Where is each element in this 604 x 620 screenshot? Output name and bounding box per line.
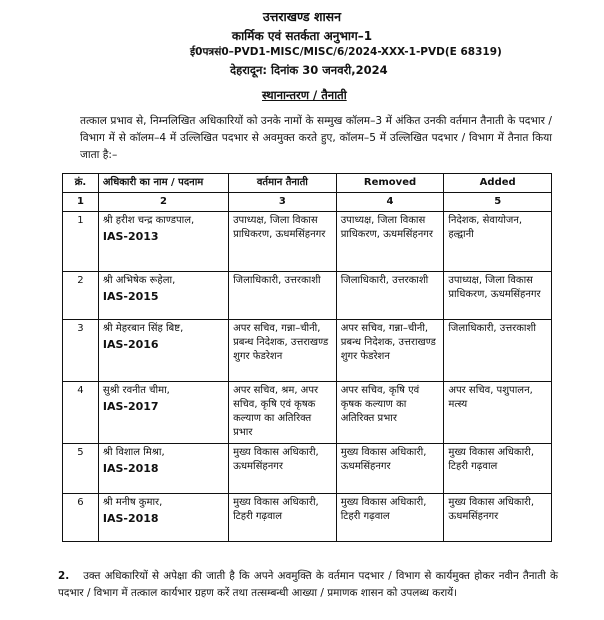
current-posting: उपाध्यक्ष, जिला विकास प्राधिकरण, ऊधमसिंहनगर [229, 212, 337, 272]
row-sn: 5 [63, 444, 99, 494]
officer-name: श्री विशाल मिश्रा, [102, 447, 165, 458]
file-number: ई0पत्रसं0–PVD1-MISC/MISC/6/2024-XXX-1-PVD(E 68319) [190, 46, 502, 58]
current-posting: अपर सचिव, गन्ना–चीनी, प्रबन्ध निदेशक, उत्तराखण्ड शुगर फेडरेशन [229, 320, 337, 382]
paragraph-number: 2. [58, 570, 70, 582]
officer-name: सुश्री रवनीत चीमा, [102, 385, 170, 396]
table-row [63, 494, 552, 542]
officer-cell [98, 212, 228, 272]
current-posting: अपर सचिव, श्रम, अपर सचिव, कृषि एवं कृषक कल्याण का अतिरिक्त प्रभार [229, 382, 337, 444]
row-sn: 3 [63, 320, 99, 382]
added-posting: उपाध्यक्ष, जिला विकास प्राधिकरण, ऊधमसिंहनगर [444, 272, 552, 320]
removed-posting: अपर सचिव, गन्ना–चीनी, प्रबन्ध निदेशक, उत्तराखण्ड शुगर फेडरेशन [336, 320, 444, 382]
removed-posting: मुख्य विकास अधिकारी, ऊधमसिंहनगर [336, 444, 444, 494]
header-current: वर्तमान तैनाती [229, 174, 337, 193]
header-added: Added [444, 174, 552, 193]
added-posting: मुख्य विकास अधिकारी, टिहरी गढ़वाल [444, 444, 552, 494]
current-posting: मुख्य विकास अधिकारी, ऊधमसिंहनगर [229, 444, 337, 494]
row-sn: 4 [63, 382, 99, 444]
current-posting: मुख्य विकास अधिकारी, टिहरी गढ़वाल [229, 494, 337, 542]
officer-cell [98, 444, 228, 494]
col-number: 1 [63, 193, 99, 212]
removed-posting: जिलाधिकारी, उत्तरकाशी [336, 272, 444, 320]
table-row [63, 444, 552, 494]
col-number: 3 [229, 193, 337, 212]
officer-cell [98, 494, 228, 542]
added-posting: निदेशक, सेवायोजन, हल्द्वानी [444, 212, 552, 272]
transfer-table [62, 173, 552, 542]
added-posting: अपर सचिव, पशुपालन, मत्स्य [444, 382, 552, 444]
intro-paragraph: तत्काल प्रभाव से, निम्नलिखित अधिकारियों को उनके नामों के सम्मुख कॉलम–3 में अंकित उनकी वर्तमान तैनाती के पदभार / विभाग में से कॉलम–4 में उल्लिखित पदभार से अवमुक्त करते हुए, कॉलम–5 में उल्लिखित पदभार / विभाग में तैनात किया जाता है:– [80, 115, 552, 161]
subject-heading: स्थानान्तरण / तैनाती [262, 88, 347, 102]
department-title: कार्मिक एवं सतर्कता अनुभाग–1 [231, 29, 373, 43]
table-row [63, 212, 552, 272]
column-number-row [63, 193, 552, 212]
officer-batch: IAS-2013 [102, 230, 159, 243]
removed-posting: उपाध्यक्ष, जिला विकास प्राधिकरण, ऊधमसिंहनगर [336, 212, 444, 272]
officer-batch: IAS-2018 [102, 462, 159, 475]
table-row [63, 320, 552, 382]
table-row [63, 382, 552, 444]
col-number: 5 [444, 193, 552, 212]
table-header-row [63, 174, 552, 193]
row-sn: 6 [63, 494, 99, 542]
closing-paragraph [58, 568, 558, 602]
officer-cell [98, 382, 228, 444]
officer-cell [98, 320, 228, 382]
officer-batch: IAS-2015 [102, 290, 159, 303]
col-number: 2 [98, 193, 228, 212]
officer-batch: IAS-2017 [102, 400, 159, 413]
closing-text: उक्त अधिकारियों से अपेक्षा की जाती है कि अपने अवमुक्ति के वर्तमान पदभार / विभाग से कार्यमुक्त होकर नवीन तैनाती के पदभार / विभाग में तत्काल कार्यभार ग्रहण करें तथा तत्सम्बन्धी आख्या / प्रमाणक शासन को उपलब्ध करायें। [58, 570, 558, 599]
header-officer: अधिकारी का नाम / पदनाम [98, 174, 228, 193]
added-posting: जिलाधिकारी, उत्तरकाशी [444, 320, 552, 382]
table-row [63, 272, 552, 320]
officer-name: श्री मेहरबान सिंह बिष्ट, [102, 323, 184, 334]
current-posting: जिलाधिकारी, उत्तरकाशी [229, 272, 337, 320]
added-posting: मुख्य विकास अधिकारी, ऊधमसिंहनगर [444, 494, 552, 542]
removed-posting: मुख्य विकास अधिकारी, टिहरी गढ़वाल [336, 494, 444, 542]
officer-batch: IAS-2016 [102, 338, 159, 351]
officer-name: श्री हरीश चन्द्र काण्डपाल, [102, 215, 195, 226]
place-date: देहरादून: दिनांक 30 जनवरी,2024 [230, 63, 388, 77]
officer-batch: IAS-2018 [102, 512, 159, 525]
officer-name: श्री अभिषेक रूहेला, [102, 275, 176, 286]
row-sn: 1 [63, 212, 99, 272]
header-removed: Removed [336, 174, 444, 193]
govt-title: उत्तराखण्ड शासन [262, 9, 342, 24]
officer-cell [98, 272, 228, 320]
row-sn: 2 [63, 272, 99, 320]
col-number: 4 [336, 193, 444, 212]
officer-name: श्री मनीष कुमार, [102, 497, 163, 508]
removed-posting: अपर सचिव, कृषि एवं कृषक कल्याण का अतिरिक्त प्रभार [336, 382, 444, 444]
header-sn: क्रं. [63, 174, 99, 193]
